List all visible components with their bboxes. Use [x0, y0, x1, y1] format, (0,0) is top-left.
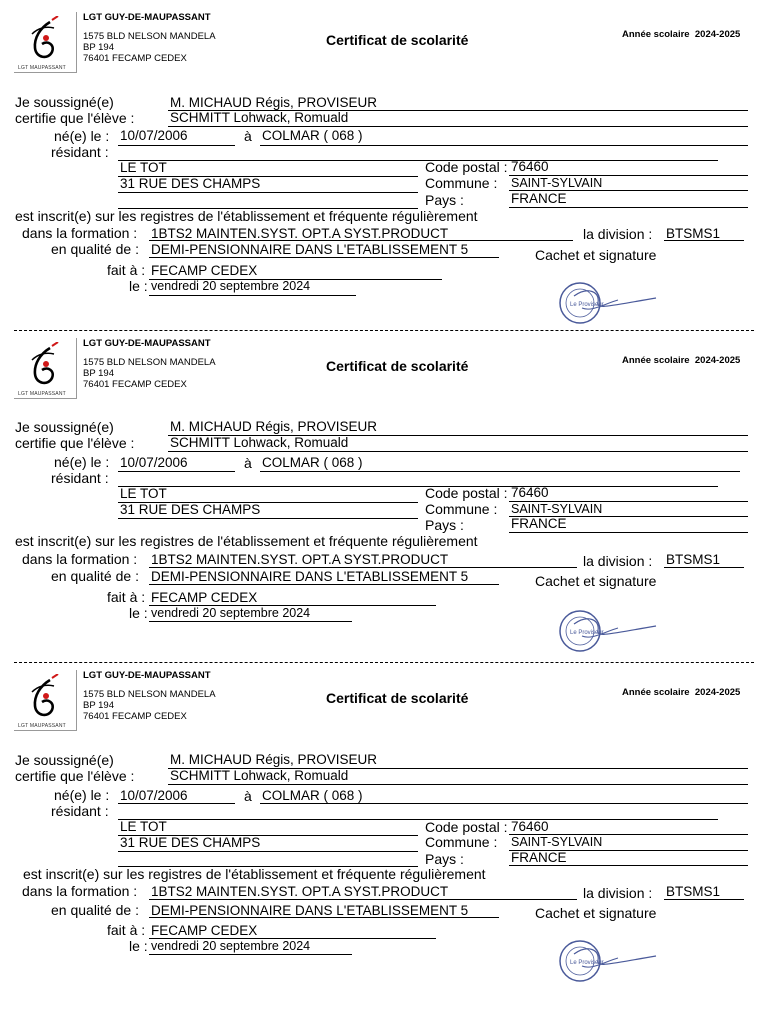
label-a: à	[244, 128, 252, 144]
school-logo	[14, 670, 77, 731]
label-fait-a: fait à :	[107, 262, 146, 278]
label-code-postal: Code postal :	[425, 819, 508, 835]
value-code-postal: 76460	[511, 485, 549, 500]
school-address-2: BP 194	[83, 700, 114, 711]
certificate-1	[0, 12, 768, 342]
label-commune: Commune :	[425, 501, 498, 517]
label-division: la division :	[583, 226, 653, 242]
stamp-icon	[548, 278, 660, 328]
label-fait-a: fait à :	[107, 589, 146, 605]
value-adresse2: 31 RUE DES CHAMPS	[120, 835, 261, 850]
value-commune: SAINT-SYLVAIN	[511, 502, 603, 516]
school-logo	[14, 12, 77, 73]
certificate-title: Certificat de scolarité	[326, 358, 469, 374]
label-ne-le: né(e) le :	[54, 128, 110, 144]
stamp-icon	[548, 936, 660, 986]
certificate-title: Certificat de scolarité	[326, 690, 469, 706]
label-formation: dans la formation :	[22, 225, 138, 241]
value-pays: FRANCE	[511, 516, 567, 531]
label-ne-le: né(e) le :	[54, 454, 110, 470]
value-division: BTSMS1	[666, 552, 721, 567]
label-cachet: Cachet et signature	[535, 905, 657, 921]
label-ne-le: né(e) le :	[54, 787, 110, 803]
value-commune: SAINT-SYLVAIN	[511, 176, 603, 190]
school-address-3: 76401 FECAMP CEDEX	[83, 379, 187, 390]
label-le: le :	[129, 605, 148, 621]
label-division: la division :	[583, 553, 653, 569]
value-date: vendredi 20 septembre 2024	[151, 606, 311, 620]
label-inscrit: est inscrit(e) sur les registres de l'établissement et fréquente régulièrement	[15, 208, 478, 224]
value-date-naissance: 10/07/2006	[120, 128, 188, 143]
value-fait-a: FECAMP CEDEX	[151, 923, 258, 938]
separator-1	[14, 330, 754, 331]
label-soussigne: Je soussigné(e)	[15, 94, 114, 110]
school-year: Année scolaire 2024-2025	[622, 687, 741, 698]
label-residant: résidant :	[51, 470, 109, 486]
value-adresse1: LE TOT	[120, 819, 167, 834]
school-address-1: 1575 BLD NELSON MANDELA	[83, 357, 216, 368]
value-date: vendredi 20 septembre 2024	[151, 939, 311, 953]
label-a: à	[244, 455, 252, 471]
label-soussigne: Je soussigné(e)	[15, 419, 114, 435]
school-name: LGT GUY-DE-MAUPASSANT	[83, 338, 211, 349]
label-division: la division :	[583, 885, 653, 901]
logo-caption: LGT MAUPASSANT	[18, 391, 66, 397]
school-address-3: 76401 FECAMP CEDEX	[83, 711, 187, 722]
label-fait-a: fait à :	[107, 922, 146, 938]
school-logo-icon	[22, 342, 68, 390]
value-lieu-naissance: COLMAR ( 068 )	[262, 128, 363, 143]
value-signataire: M. MICHAUD Régis, PROVISEUR	[170, 419, 378, 434]
school-address-1: 1575 BLD NELSON MANDELA	[83, 31, 216, 42]
value-eleve: SCHMITT Lohwack, Romuald	[170, 435, 349, 450]
value-formation: 1BTS2 MAINTEN.SYST. OPT.A SYST.PRODUCT	[151, 552, 449, 567]
label-le: le :	[129, 938, 148, 954]
label-certifie: certifie que l'élève :	[15, 435, 135, 451]
school-logo-icon	[22, 16, 68, 64]
label-qualite: en qualité de :	[51, 241, 139, 257]
certificate-2	[0, 338, 768, 668]
label-le: le :	[129, 278, 148, 294]
svg-text:Le Proviseur: Le Proviseur	[570, 302, 604, 308]
label-soussigne: Je soussigné(e)	[15, 752, 114, 768]
label-formation: dans la formation :	[22, 883, 138, 899]
separator-2	[14, 662, 754, 663]
school-address-1: 1575 BLD NELSON MANDELA	[83, 689, 216, 700]
school-address-2: BP 194	[83, 368, 114, 379]
value-signataire: M. MICHAUD Régis, PROVISEUR	[170, 95, 378, 110]
label-inscrit: est inscrit(e) sur les registres de l'établissement et fréquente régulièrement	[15, 533, 478, 549]
value-adresse2: 31 RUE DES CHAMPS	[120, 502, 261, 517]
label-code-postal: Code postal :	[425, 485, 508, 501]
svg-text:Le Proviseur: Le Proviseur	[570, 960, 604, 966]
svg-text:Le Proviseur: Le Proviseur	[570, 630, 604, 636]
school-logo	[14, 338, 77, 399]
value-adresse2: 31 RUE DES CHAMPS	[120, 176, 261, 191]
value-adresse1: LE TOT	[120, 486, 167, 501]
value-eleve: SCHMITT Lohwack, Romuald	[170, 768, 349, 783]
label-commune: Commune :	[425, 834, 498, 850]
value-pays: FRANCE	[511, 191, 567, 206]
logo-caption: LGT MAUPASSANT	[18, 723, 66, 729]
value-fait-a: FECAMP CEDEX	[151, 590, 258, 605]
value-formation: 1BTS2 MAINTEN.SYST. OPT.A SYST.PRODUCT	[151, 226, 449, 241]
logo-caption: LGT MAUPASSANT	[18, 65, 66, 71]
label-cachet: Cachet et signature	[535, 573, 657, 589]
label-cachet: Cachet et signature	[535, 247, 657, 263]
value-signataire: M. MICHAUD Régis, PROVISEUR	[170, 752, 378, 767]
school-name: LGT GUY-DE-MAUPASSANT	[83, 12, 211, 23]
stamp-icon	[548, 606, 660, 656]
label-qualite: en qualité de :	[51, 902, 139, 918]
value-qualite: DEMI-PENSIONNAIRE DANS L'ETABLISSEMENT 5	[151, 903, 469, 918]
school-name: LGT GUY-DE-MAUPASSANT	[83, 670, 211, 681]
label-pays: Pays :	[425, 192, 464, 208]
value-code-postal: 76460	[511, 159, 549, 174]
school-logo-icon	[22, 674, 68, 722]
value-date: vendredi 20 septembre 2024	[151, 279, 311, 293]
value-date-naissance: 10/07/2006	[120, 455, 188, 470]
value-lieu-naissance: COLMAR ( 068 )	[262, 455, 363, 470]
value-division: BTSMS1	[666, 884, 721, 899]
value-pays: FRANCE	[511, 850, 567, 865]
label-a: à	[244, 788, 252, 804]
school-year: Année scolaire 2024-2025	[622, 29, 741, 40]
school-address-3: 76401 FECAMP CEDEX	[83, 53, 187, 64]
certificate-title: Certificat de scolarité	[326, 32, 469, 48]
value-commune: SAINT-SYLVAIN	[511, 835, 603, 849]
label-pays: Pays :	[425, 851, 464, 867]
value-code-postal: 76460	[511, 819, 549, 834]
label-code-postal: Code postal :	[425, 159, 508, 175]
label-residant: résidant :	[51, 144, 109, 160]
value-qualite: DEMI-PENSIONNAIRE DANS L'ETABLISSEMENT 5	[151, 242, 469, 257]
value-adresse1: LE TOT	[120, 160, 167, 175]
label-commune: Commune :	[425, 175, 498, 191]
value-division: BTSMS1	[666, 226, 721, 241]
label-residant: résidant :	[51, 803, 109, 819]
label-certifie: certifie que l'élève :	[15, 110, 135, 126]
certificate-3	[0, 670, 768, 1000]
value-qualite: DEMI-PENSIONNAIRE DANS L'ETABLISSEMENT 5	[151, 569, 469, 584]
label-certifie: certifie que l'élève :	[15, 768, 135, 784]
label-inscrit: est inscrit(e) sur les registres de l'établissement et fréquente régulièrement	[23, 866, 486, 882]
label-formation: dans la formation :	[22, 551, 138, 567]
value-formation: 1BTS2 MAINTEN.SYST. OPT.A SYST.PRODUCT	[151, 884, 449, 899]
value-lieu-naissance: COLMAR ( 068 )	[262, 788, 363, 803]
school-year: Année scolaire 2024-2025	[622, 355, 741, 366]
school-address-2: BP 194	[83, 42, 114, 53]
value-fait-a: FECAMP CEDEX	[151, 263, 258, 278]
label-qualite: en qualité de :	[51, 568, 139, 584]
value-date-naissance: 10/07/2006	[120, 788, 188, 803]
label-pays: Pays :	[425, 517, 464, 533]
value-eleve: SCHMITT Lohwack, Romuald	[170, 110, 349, 125]
